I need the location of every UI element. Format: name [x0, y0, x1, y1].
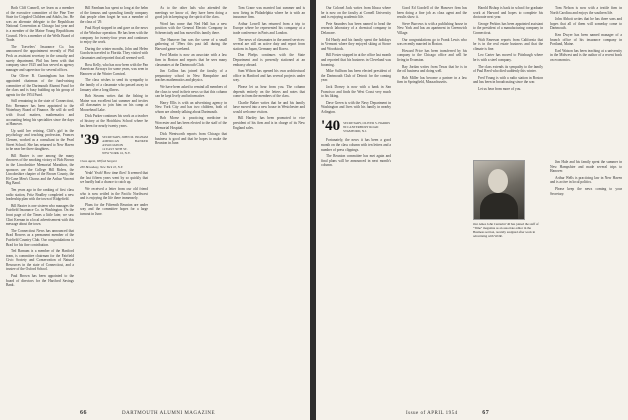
paragraph: Dick Wentworth reports from Chicago that business is good and that he hopes to make the Reunion in June. [155, 132, 227, 146]
page-number: 67 [482, 410, 490, 416]
paragraph: As to the other lads who attended the meetings we know of, they have been doing a good job in keeping up the spirit of the class. [155, 6, 227, 20]
paragraph: Our Colonel Jack writes from Ithaca where he is now on the faculty at Cornell University and is enjoying academic life. [321, 6, 391, 20]
paragraph: Tom Nelson is now with a textile firm in North Carolina and enjoys the southern life. [550, 6, 622, 15]
paragraph: Pete Saunders has been named to head the research laboratory of a chemical company in Delaware. [321, 21, 391, 35]
paragraph: Bob Stearns writes that the fishing in Maine was excellent last summer and invites all classmates to join him on his camp at Moosehead Lake. [80, 94, 148, 112]
paragraph: John Abbott writes that he has three sons and hopes that all of them will someday come to Dartmouth. [550, 17, 622, 31]
paragraph: Harry Ellis is with an advertising agency in New York City and has two children, both of whom are already talking about Dartmouth. [155, 100, 227, 114]
paragraph: Mike Sullivan has been elected president of the Dartmouth Club of Detroit for the coming year. [321, 69, 391, 83]
paragraph: Both Cliff Connell, we learn as a member of the executive committee of the Pine Tree State for Crippled Children and Adults, Inc. He was an alternate delegate to the Republican National Convention at Chicago last year and is a member of the Maine Young Republicans Council. He is a member of the Wells Board of Trade. [6, 6, 74, 43]
paragraph: The class wishes to send its sympathy to the family of a classmate who passed away in January after a long illness. [80, 78, 148, 92]
paragraph: Our Oliver B. Cunningham has been appointed chairman of the fund-raising committee of the Dartmouth Alumni Fund for the class and is busy building up his group of agents for the 1954 Fund. [6, 74, 74, 97]
paragraph: Please keep the news coming to your Secretary. [550, 186, 622, 196]
paragraph: Good Ed Goodell of the Hanover firm has been doing a fine job as class agent and the results show it. [397, 6, 467, 20]
paragraph: Still remaining in the state of Connecticut, Eric Bremmer has been appointed to the Waterbury Board of Finance. He will do well with fiscal matters, mathematics and accounting being his specialties since the days at Hanover. [6, 99, 74, 127]
paragraph: Bill Foster stopped in at the office last month and reported that his business in Cleveland was booming. [321, 53, 391, 67]
right-page [316, 0, 628, 420]
paragraph: Leo Carter has moved to Pittsburgh where he is with a steel company. [473, 53, 543, 62]
left-column-2 [80, 6, 148, 406]
paragraph: Please let us hear from you. The column depends entirely on the letters and notes that come in from the members of the class. [233, 84, 305, 99]
right-column-4-top [550, 6, 622, 156]
info-line: NEW YORK 16, N.Y. [102, 151, 131, 156]
right-column-2 [397, 6, 467, 406]
paragraph: Let us hear from more of you. [478, 86, 522, 91]
paragraph: Plans for the Fifteenth Reunion are under way and the committee hopes for a large turnout in June. [80, 202, 148, 216]
paragraph: Bob Miller has become a partner in a law firm in Springfield, Massachusetts. [397, 75, 467, 85]
page-number: 66 [80, 410, 87, 416]
class-heading-1939 [80, 133, 148, 155]
issue-date: Issue of APRIL 1954 [406, 411, 458, 416]
paragraph: Jim Collins has joined the faculty of a preparatory school in New Hampshire and teaches mathematics and physics. [155, 69, 227, 83]
left-page-footer [80, 410, 215, 416]
paragraph: Charlie Baker writes that he and his family have moved into a new house in Westchester and would welcome visitors. [233, 100, 305, 114]
paragraph: Ray Jordan writes from Texas that he is in the oil business and doing well. [397, 64, 467, 74]
paragraph: Bill Farnham has spent so long at the helm of the famous and sprawling family company that people often forget he was a member of the class of '29. [80, 6, 148, 24]
paragraph: Dave Green is with the Navy Department in Washington and lives with his family in nearby Arlington. [321, 100, 391, 114]
paragraph: Fred Young is with a radio station in Boston and has been in broadcasting since the war. [473, 75, 543, 85]
photo-caption: Our Amos John Cantarini '40 has joined the staff of "Time" magazine as an associate editor in the Business section, recently assigned after work in advertising with WOR. [473, 222, 539, 238]
paragraph: Walt Emerson reports from California that he is in the real estate business and that the climate is fine. [473, 37, 543, 51]
portrait-block [473, 160, 543, 238]
paragraph: The Travelers' Insurance Co. has announced the appointment recently of Phil Peck as assistant secretary in the casualty and surety department. Phil has been with that company since 1925 and has served as agency manager and supervisor for several offices. [6, 44, 74, 72]
paragraph: The Hanover Inn was the scene of a small gathering of '39ers this past fall during the Harvard game weekend. [155, 37, 227, 51]
class-heading-1940 [321, 119, 391, 134]
paragraph: Earl Watson has been teaching at a university in the Midwest and is the author of a recent book on economics. [550, 48, 622, 62]
paragraph: Tom Crane was married last summer and is now living in Philadelphia where he is with an insurance firm. [233, 6, 305, 20]
paragraph: Up until her retiring, Cliff's girl in the psychology and teaching profession, Frances Clemen, worked as a consultant in the Pearl Street School. She has returned to New Haven to be near her three daughters. [6, 128, 74, 152]
paragraph: Ross Kelly, who has now been with the Pan American Airways for some years, was seen in Hanover at the Winter Carnival. [80, 62, 148, 76]
info-line: 12 EAST 36TH ST. [102, 147, 128, 152]
class-agent-line: 260 Broadway, New York 10, N.Y. [80, 165, 123, 170]
right-column-4-bottom [550, 160, 622, 406]
portrait-face [488, 169, 508, 193]
class-year: '40 [321, 118, 341, 135]
paragraph: Arthur Lowell has returned from a trip to Europe where he represented his company at a trade conference in Paris and London. [233, 21, 305, 35]
portrait-photo [473, 160, 525, 220]
left-column-4 [233, 6, 305, 406]
paragraph: The Connecticut News has announced that Brad Bowers as a permanent member of the Fairfield Country Club. Our congratulations to Brad for his fine contribution. [6, 228, 74, 247]
paragraph: Steve Burrows is with a publishing house in New York and has an apartment in Greenwich Village. [397, 21, 467, 35]
left-column-3 [155, 6, 227, 406]
paragraph: Dick Parker continues his work as a teacher of history at the Hotchkiss School where he has been for nearly twenty years. [80, 114, 148, 128]
class-secretary-info [102, 133, 148, 155]
paragraph: Fred Martin is now an associate with a law firm in Boston and reports that he sees many classmates at the Dartmouth Club. [155, 53, 227, 67]
class-year: '39 [80, 132, 100, 149]
paragraph: Jim Hale and his family spent the summer in New Hampshire and made several trips to Hanover. [550, 160, 622, 174]
paragraph: Bill Hartley has been promoted to vice president of his firm and is in charge of its New England sales. [233, 116, 305, 130]
info-line: 80 CANTERBURY ROAD [343, 125, 379, 130]
paragraph: Ken Dwyer has been named manager of a branch office of his insurance company in Portland, Maine. [550, 32, 622, 47]
paragraph: The class extends its sympathy to the family of Paul Reed who died suddenly this winter. [473, 64, 543, 74]
paragraph: Bill Baxter is one sixteen who manages the Fairfield Insurance Co. in Washington. On the front page of the Times a little later, we saw Clint Keenan in a local advertisement with this message about the town. [6, 203, 74, 227]
class-agent-line: Class Agent, Wilfred Sargent [80, 159, 117, 164]
paragraph: During the winter months, John and Helen Goodwin traveled to Florida. They visited with classmates and reported that all seemed well. [80, 46, 148, 60]
info-line: STAMFORD, N.J. [343, 129, 368, 134]
paragraph: Fortunately, the news it has been a good month on the class column with ten letters and a number of press clippings. [321, 138, 391, 152]
paragraph: Yeah! Yeah! How time flies! It seemed that the last fifteen years went by so quickly that we hardly had a chance to catch up. [80, 171, 148, 185]
paragraph: The news of classmates in the armed services: several are still on active duty and report from stations in Japan, Germany and Korea. [233, 37, 305, 51]
paragraph: Harold Bishop is back in school for graduate work at Harvard and hopes to complete his doctorate next year. [473, 6, 543, 20]
magazine-title: DARTMOUTH ALUMNI MAGAZINE [122, 411, 216, 416]
right-column-1 [321, 6, 391, 406]
paragraph: The Reunion committee has met again and final plans will be announced in next month's column. [321, 154, 391, 168]
paragraph: Ted Barnum is a member of the Hartford team, is committee chairman for the Fairfield Civic Society and Conservation of Natural Resources in the state of Connecticut, and a trustee of the Oxford School. [6, 249, 74, 272]
paragraph: Bill Baxter is one among the many throwers of the smoking victory of Bob Brown in the Lincolnshire Memorial Marathon, the sponsors are the College Hill Riders, the Lincolnshire chapter of the Brown County, the Hi-Cane Men's Chorus and the Arthur Vincent Big Band. [6, 153, 74, 186]
paragraph: Paul Boyd stopped in and gave us the news of the Windsor operation. He has been with the company for twenty-four years and continues to enjoy the work. [80, 26, 148, 45]
right-page-footer [406, 410, 489, 416]
left-column-1 [6, 6, 74, 406]
left-page [0, 0, 310, 420]
paragraph: Howard Price has been transferred by his company to the Chicago office and will be living in Evanston. [397, 48, 467, 62]
paragraph: Ed Hardy and his family spent the holidays in Vermont where they enjoyed skiing at Stowe and Woodstock. [321, 37, 391, 51]
paragraph: Jack Dorsey is now with a bank in San Francisco and finds the West Coast very much to his liking. [321, 84, 391, 99]
paragraph: We received a letter from our old friend who is now settled in the Pacific Northwest and is enjoying the life there immensely. [80, 187, 148, 201]
paragraph: Ten years ago in the ranking of first class radio station, Fritz Bradley completed a new leadership plan with the town of Ridgefield. [6, 187, 74, 202]
paragraph: Sam Wilson has opened his own architectural office in Hartford and has several projects under way. [233, 69, 305, 83]
portrait-suit [480, 193, 518, 219]
paragraph: Bob Morse is practicing medicine in Worcester and has been elected to the staff of the Memorial Hospital. [155, 116, 227, 130]
paragraph: Our congratulations go to Frank Lewis who was recently married in Boston. [397, 37, 467, 47]
info-line: SECRETARY, OLIVER S. HARRIS [343, 121, 391, 126]
paragraph: Arthur Wells is practicing law in New Haven and is active in local politics. [550, 175, 622, 185]
paragraph: Paul Brown has been appointed to the board of directors for the Hartford Savings Bank. [6, 274, 74, 288]
info-line: AMERICAN BANKER ASSOCIATION [102, 139, 148, 148]
paragraph: We have been asked to remind all members of the class to send in their news so that this column can be kept lively and informative. [155, 84, 227, 99]
class-secretary-info [343, 119, 390, 133]
paragraph: George Perkins has been appointed assistant to the president of a manufacturing company in Connecticut. [473, 21, 543, 35]
info-line: SECRETARY, JOHN M. INGHAM [102, 135, 148, 140]
paragraph: Word has come that Ned Hall has a new position with the General Electric Company in Schenectady and has moved his family there. [155, 21, 227, 35]
paragraph: Don Phelps continues with the State Department and is presently stationed at an embassy abroad. [233, 53, 305, 67]
